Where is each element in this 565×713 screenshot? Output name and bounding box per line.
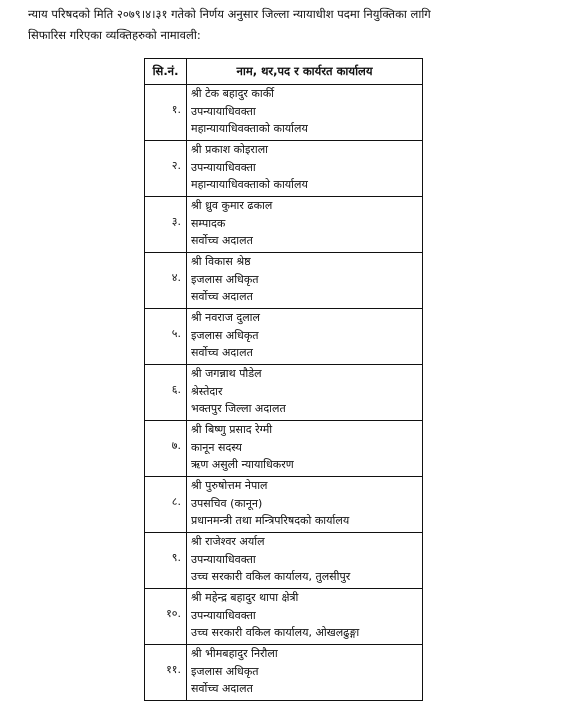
person-name: श्री विकास श्रेष्ठ <box>191 255 251 268</box>
serial-header: सि.नं. <box>145 59 187 85</box>
details-cell <box>187 253 423 309</box>
person-office: सर्वोच्च अदालत <box>191 290 253 303</box>
table-row <box>145 197 423 253</box>
intro-line-1: न्याय परिषदको मिति २०७९।४।३१ गतेको निर्णय अनुसार जिल्ला न्यायाधीश पदमा नियुक्तिका लागि <box>28 7 431 21</box>
details-cell <box>187 141 423 197</box>
person-office: भक्तपुर जिल्ला अदालत <box>191 402 286 415</box>
person-post: इजलास अधिकृत <box>191 328 259 342</box>
person-office: सर्वोच्च अदालत <box>191 234 253 247</box>
details-cell <box>187 197 423 253</box>
details-cell <box>187 365 423 421</box>
details-cell <box>187 421 423 477</box>
person-name: श्री राजेश्वर अर्याल <box>191 535 265 548</box>
serial-cell <box>145 533 187 589</box>
serial-cell <box>145 141 187 197</box>
serial-cell <box>145 421 187 477</box>
table-row <box>145 533 423 589</box>
table-row <box>145 589 423 645</box>
serial-cell <box>145 477 187 533</box>
person-office: उच्च सरकारी वकिल कार्यालय, तुलसीपुर <box>191 570 351 583</box>
person-post: श्रेस्तेदार <box>191 384 223 398</box>
intro-line-2: सिफारिस गरिएका व्यक्तिहरुको नामावली: <box>28 28 201 42</box>
person-name: श्री टेक बहादुर कार्की <box>191 87 275 100</box>
details-cell <box>187 533 423 589</box>
intro-paragraph <box>28 4 548 46</box>
details-cell <box>187 645 423 701</box>
person-name: श्री नवराज दुलाल <box>191 311 260 324</box>
person-office: सर्वोच्च अदालत <box>191 346 253 359</box>
person-post: इजलास अधिकृत <box>191 272 259 286</box>
person-office: ऋण असुली न्यायाधिकरण <box>191 458 294 471</box>
table-row <box>145 421 423 477</box>
table-row <box>145 477 423 533</box>
serial-cell <box>145 645 187 701</box>
serial-number: २. <box>171 159 181 172</box>
serial-number: ९. <box>171 551 181 564</box>
person-office: सर्वोच्च अदालत <box>191 682 253 695</box>
serial-cell <box>145 365 187 421</box>
serial-cell <box>145 309 187 365</box>
person-post: उपन्यायाधिवक्ता <box>191 160 256 174</box>
person-name: श्री पुरुषोत्तम नेपाल <box>191 479 268 492</box>
serial-number: ३. <box>171 215 181 228</box>
person-office: महान्यायाधिवक्ताको कार्यालय <box>191 122 308 135</box>
table-header-row <box>145 59 423 85</box>
person-post: उपन्यायाधिवक्ता <box>191 608 256 622</box>
person-post: सम्पादक <box>191 216 226 230</box>
serial-number: ४. <box>171 271 181 284</box>
details-header: नाम, थर,पद र कार्यरत कार्यालय <box>187 59 423 85</box>
person-name: श्री महेन्द्र बहादुर थापा क्षेत्री <box>191 591 299 604</box>
table-row <box>145 365 423 421</box>
person-post: इजलास अधिकृत <box>191 664 259 678</box>
serial-number: १०. <box>166 607 181 620</box>
person-office: उच्च सरकारी वकिल कार्यालय, ओखलढुङ्गा <box>191 626 360 639</box>
serial-cell <box>145 589 187 645</box>
serial-number: ६. <box>171 383 181 396</box>
serial-cell <box>145 253 187 309</box>
details-cell <box>187 85 423 141</box>
table-row <box>145 645 423 701</box>
serial-number: ५. <box>171 327 181 340</box>
serial-number: ८. <box>171 495 181 508</box>
table-row <box>145 309 423 365</box>
details-cell <box>187 477 423 533</box>
table-row <box>145 253 423 309</box>
person-office: महान्यायाधिवक्ताको कार्यालय <box>191 178 308 191</box>
serial-cell <box>145 197 187 253</box>
serial-number: ७. <box>171 439 181 452</box>
person-name: श्री भीमबहादुर निरौला <box>191 647 278 660</box>
person-post: कानून सदस्य <box>191 440 242 454</box>
table-row <box>145 85 423 141</box>
serial-cell <box>145 85 187 141</box>
person-post: उपसचिव (कानून) <box>191 496 263 510</box>
details-cell <box>187 309 423 365</box>
person-post: उपन्यायाधिवक्ता <box>191 552 256 566</box>
table-row <box>145 141 423 197</box>
person-name: श्री बिष्णु प्रसाद रेग्मी <box>191 423 273 436</box>
person-name: श्री प्रकाश कोइराला <box>191 143 269 156</box>
person-office: प्रधानमन्त्री तथा मन्त्रिपरिषदको कार्यालय <box>191 514 350 527</box>
details-cell <box>187 589 423 645</box>
nominee-table <box>144 58 423 701</box>
person-name: श्री ध्रुव कुमार ढकाल <box>191 199 273 212</box>
person-post: उपन्यायाधिवक्ता <box>191 104 256 118</box>
serial-number: ११. <box>166 663 181 676</box>
serial-number: १. <box>171 103 181 116</box>
person-name: श्री जगन्नाथ पौडेल <box>191 367 262 380</box>
